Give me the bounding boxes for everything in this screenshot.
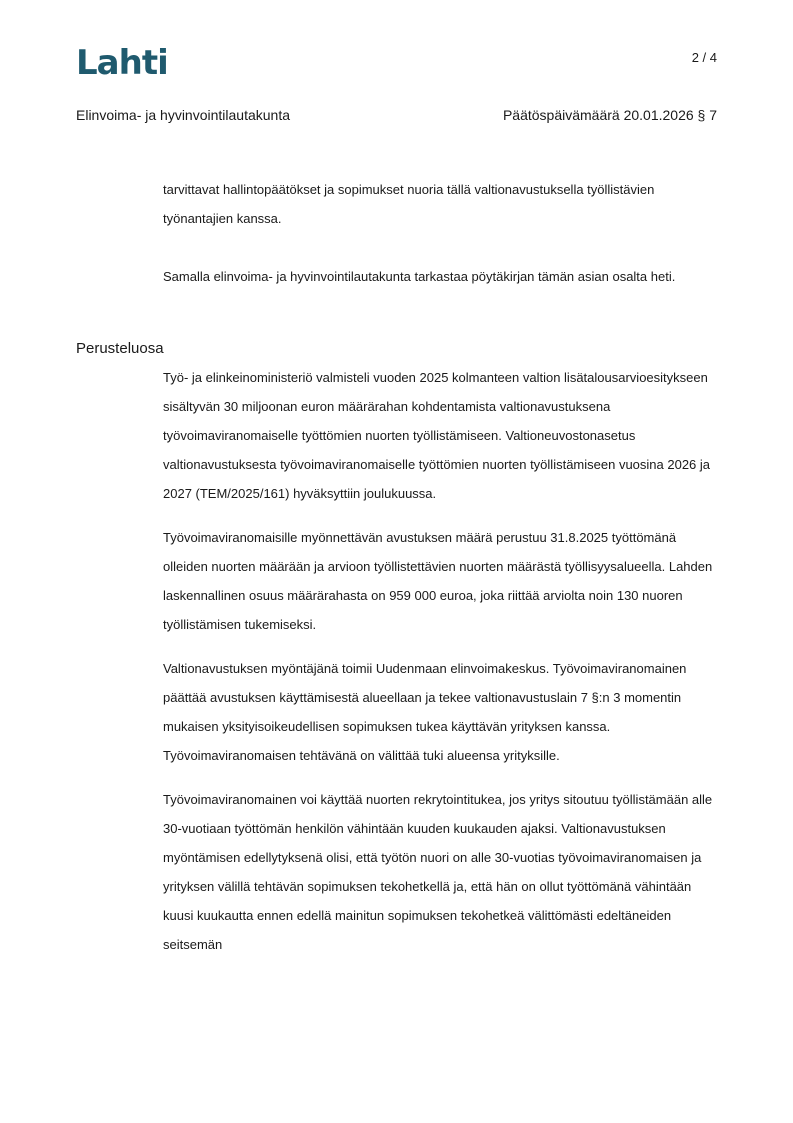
rationale-paragraph: Valtionavustuksen myöntäjänä toimii Uudenmaan elinvoimakeskus. Työvoimaviranomainen päättää avustuksen käyttämisestä alueellaan ja tekee valtionavustuslain 7 §:n 3 momentin mukaisen yksityisoikeudellisen sopimuksen tukea käyttävän yrityksen kanssa. Työvoimaviranomaisen tehtävänä on välittää tuki alueensa yrityksille.	[163, 661, 687, 763]
rationale-paragraph: Työvoimaviranomaisille myönnettävän avustuksen määrä perustuu 31.8.2025 työttömänä olleiden nuorten määrään ja arvioon työllistettävien nuorten määrästä työllisyysalueella. Lahden laskennallinen osuus määrärahasta on 959 000 euroa, joka riittää arviolta noin 130 nuoren työllistämisen tukemiseksi.	[163, 530, 713, 632]
page-number: 2 / 4	[691, 50, 717, 65]
committee-name: Elinvoima- ja hyvinvointilautakunta	[76, 107, 290, 123]
section-heading-rationale: Perusteluosa	[76, 340, 164, 357]
decision-date: Päätöspäivämäärä 20.01.2026 § 7	[502, 107, 717, 123]
lahti-logo: Lahti	[76, 43, 168, 83]
decision-paragraph: Samalla elinvoima- ja hyvinvointilautakunta tarkastaa pöytäkirjan tämän asian osalta heti.	[163, 269, 676, 284]
rationale-paragraph: Työ- ja elinkeinoministeriö valmisteli vuoden 2025 kolmanteen valtion lisätalousarvioesitykseen sisältyvän 30 miljoonan euron määrärahan kohdentamista valtionavustuksena työvoimaviranomaiselle työttömien nuorten työllistämiseen. Valtioneuvostonasetus valtionavustuksesta työvoimaviranomaiselle työttömien nuorten työllistämiseen vuosina 2026 ja 2027 (TEM/2025/161) hyväksyttiin joulukuussa.	[163, 370, 711, 501]
decision-text	[163, 175, 723, 291]
rationale-text	[163, 363, 723, 959]
rationale-paragraph: Työvoimaviranomainen voi käyttää nuorten rekrytointitukea, jos yritys sitoutuu työllistämään alle 30-vuotiaan työttömän henkilön vähintään kuuden kuukauden ajaksi. Valtionavustuksen myöntämisen edellytyksenä olisi, että työtön nuori on alle 30-vuotias työvoimaviranomaisen ja yrityksen välillä tehtävän sopimuksen tekohetkellä ja, että hän on ollut työttömänä vähintään kuusi kuukautta ennen edellä mainitun sopimuksen tekohetkeä välittömästi edeltäneiden seitsemän	[163, 792, 713, 952]
decision-paragraph: tarvittavat hallintopäätökset ja sopimukset nuoria tällä valtionavustuksella työllistävien työnantajien kanssa.	[163, 182, 655, 226]
